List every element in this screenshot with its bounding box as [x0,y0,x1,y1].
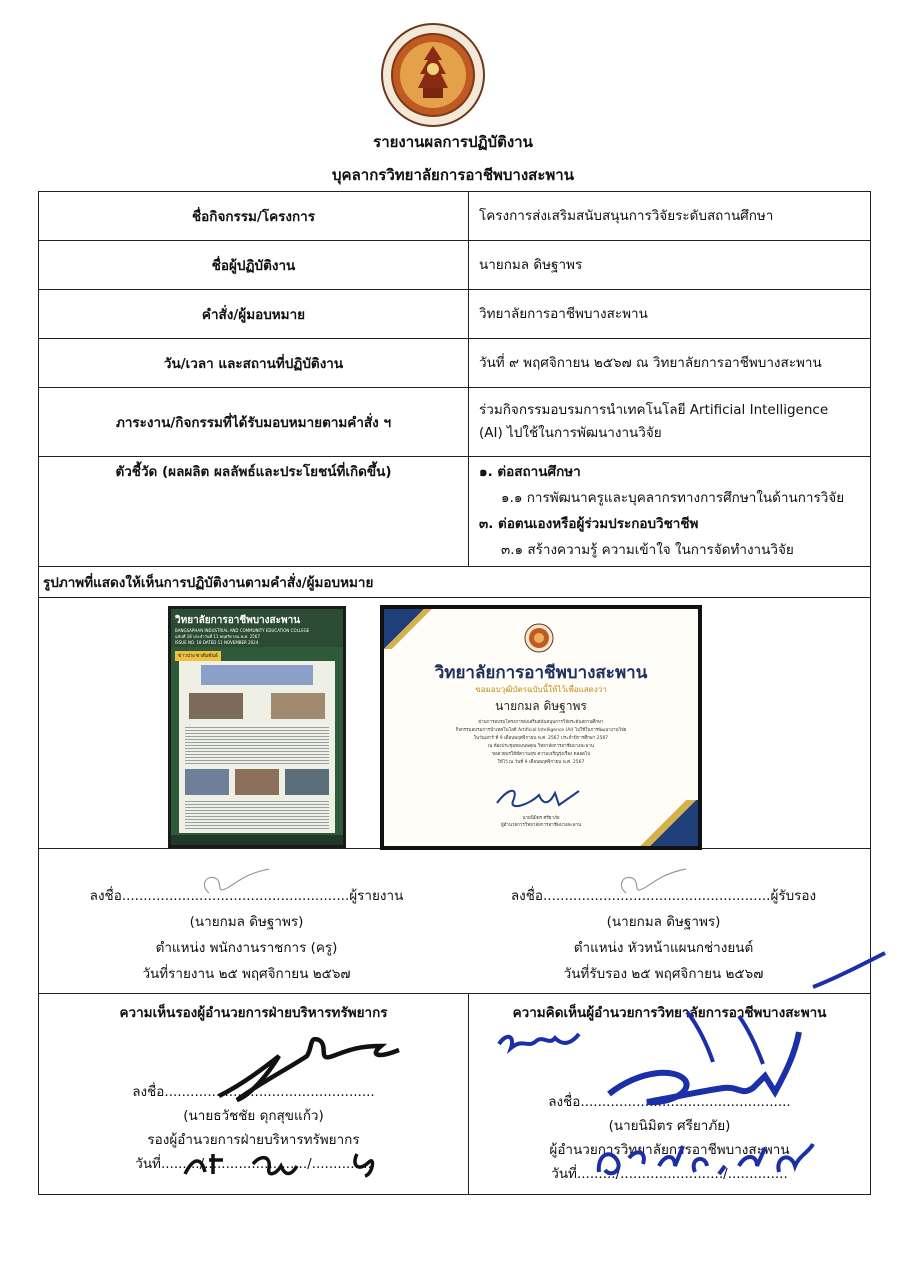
director-approval-handwriting [493,1024,583,1068]
report-subtitle: บุคลากรวิทยาลัยการอาชีพบางสะพาน [332,166,574,184]
table-row [39,849,871,994]
date-label: วันที่ [135,1156,161,1172]
row-value: วันที่ ๙ พฤศจิกายน ๒๕๖๗ ณ วิทยาลัยการอาชีพบางสะพาน [469,339,871,388]
certificate-line: ในวันเสาร์ ที่ 9 เดือนพฤศจิกายน พ.ศ. 2567 ประจำปีการศึกษา 2567 [473,736,609,741]
poster-tag: ข่าวประชาสัมพันธ์ [175,651,221,661]
certificate-signer-title: ผู้อำนวยการวิทยาลัยการอาชีพบางสะพาน [500,823,582,828]
sign-label: ลงชื่อ [132,1084,165,1100]
indicator-item: ๑.๑ การพัฒนาครูและบุคลากรทางการศึกษาในด้านการวิจัย [501,490,845,506]
certificate-name: นายกมล ดิษฐาพร [495,699,587,713]
reporter-name: (นายกมล ดิษฐาพร) [189,914,304,930]
row-label: วัน/เวลา และสถานที่ปฏิบัติงาน [39,339,469,388]
certificate-line: ขออวยพรให้มีความสุข ความเจริญรุ่งเรือง ตลอดไป [491,752,591,757]
indicator-item: ๓.๑ สร้างความรู้ ความเข้าใจ ในการจัดทำงานวิจัย [501,542,794,558]
indicator-heading: ๑. ต่อสถานศึกษา [479,464,581,480]
certificate-line: ให้ไว้ ณ วันที่ 9 เดือนพฤศจิกายน พ.ศ. 2567 [497,760,585,765]
row-value: วิทยาลัยการอาชีพบางสะพาน [469,290,871,339]
poster-date-th: ฉบับที่ 18 ประจำวันที่ 11 พฤศจิกายน พ.ศ. 2567 [175,634,260,639]
row-value [469,388,871,457]
indicator-heading: ๓. ต่อตนเองหรือผู้ร่วมประกอบวิชาชีพ [479,516,699,532]
poster-date-en: ISSUE NO. 18 DATED 11 NOVEMBER 2024 [175,640,259,645]
table-row [39,994,871,1195]
row-value: นายกมล ดิษฐาพร [469,241,871,290]
table-row [39,339,871,388]
certifier-position: ตำแหน่ง หัวหน้าแผนกช่างยนต์ [573,940,754,956]
certifier-signature-block: ลงชื่อ.....................................................ผู้รับรอง (นายกมล ดิษฐาพร) ตำแหน่ง หัวหน้าแผนกช่างยนต์ วันที่รับรอง ๒๕ พฤศจิกายน ๒๕๖๗ [456,883,871,987]
certifier-name: (นายกมล ดิษฐาพร) [606,914,721,930]
report-date: วันที่รายงาน ๒๕ พฤศจิกายน ๒๕๖๗ [142,966,351,982]
director-position: ผู้อำนวยการวิทยาลัยการอาชีพบางสะพาน [549,1142,790,1158]
director-opinion-cell: ความคิดเห็นผู้อำนวยการวิทยาลัยการอาชีพบางสะพาน ลงชื่อ................................................. (นายนิมิตร ศรียาภัย) ผู้อำนวยการวิทยาลัยการอาชีพบางสะพาน วันที่........./......................../.............. [469,994,871,1195]
photos-heading: รูปภาพที่แสดงให้เห็นการปฏิบัติงานตามคำสั่ง/ผู้มอบหมาย [39,567,871,598]
certificate-line: กิจกรรมอบรมการนำเทคโนโลยี Artificial Intelligence (AI) ไปใช้ในการพัฒนางานวิจัย [455,728,627,733]
table-row [39,388,871,457]
deputy-opinion-title: ความเห็นรองผู้อำนวยการฝ่ายบริหารทรัพยากร [119,1005,388,1021]
certificate-signature [489,781,589,815]
sign-label: ลงชื่อ [89,888,122,904]
table-row [39,241,871,290]
photos-cell [39,598,871,849]
value-line: ร่วมกิจกรรมอบรมการนำเทคโนโลยี Artificial Intelligence [479,402,829,418]
row-label: ชื่อกิจกรรม/โครงการ [39,192,469,241]
poster-subtitle: BANGSAPHAN INDUSTRIAL AND COMMUNITY EDUCATION COLLEGE [175,628,310,633]
signature-section [39,849,871,994]
row-label: ชื่อผู้ปฏิบัติงาน [39,241,469,290]
row-label: คำสั่ง/ผู้มอบหมาย [39,290,469,339]
report-table [38,191,871,1195]
director-name: (นายนิมิตร ศรียาภัย) [608,1118,731,1134]
date-label: วันที่ [551,1166,577,1182]
table-row [39,598,871,849]
table-row [39,567,871,598]
row-label: ตัวชี้วัด (ผลผลิต ผลลัพธ์และประโยชน์ที่เกิดขึ้น) [39,457,469,567]
table-row [39,192,871,241]
certificate-seal-icon [524,623,554,653]
indicators [469,457,871,567]
value-line: (AI) ไปใช้ในการพัฒนางานวิจัย [479,425,662,441]
certificate-subtitle: ขอมอบวุฒิบัตรฉบับนี้ให้ไว้เพื่อแสดงว่า [475,685,607,694]
sign-role: ผู้รายงาน [349,888,404,904]
deputy-opinion-cell: ความเห็นรองผู้อำนวยการฝ่ายบริหารทรัพยากร ลงชื่อ................................................. (นายธวัชชัย ดุกสุขแก้ว) รองผู้อำนวยการฝ่ายบริหารทรัพยากร วันที่........./......................../.............. [39,994,469,1195]
reporter-signature-block: ลงชื่อ.....................................................ผู้รายงาน (นายกมล ดิษฐาพร) ตำแหน่ง พนักงานราชการ (ครู) วันที่รายงาน ๒๕ พฤศจิกายน ๒๕๖๗ [39,883,454,987]
deputy-position: รองผู้อำนวยการฝ่ายบริหารทรัพยากร [147,1132,360,1148]
news-poster-image [168,606,346,848]
sign-label: ลงชื่อ [510,888,543,904]
deputy-name: (นายธวัชชัย ดุกสุขแก้ว) [183,1108,324,1124]
table-row [39,290,871,339]
certificate-college: วิทยาลัยการอาชีพบางสะพาน [434,663,648,683]
certificate-line: ผ่านการอบรมโครงการส่งเสริมสนับสนุนการวิจัยระดับสถานศึกษา [478,720,604,725]
sign-label: ลงชื่อ [548,1094,581,1110]
certificate-line: ณ ห้องประชุมทองนพคุณ วิทยาลัยการอาชีพบางสะพาน [488,744,594,749]
row-label: ภาระงาน/กิจกรรมที่ได้รับมอบหมายตามคำสั่ง ฯ [39,388,469,457]
certificate-image [380,605,702,850]
college-seal-logo [380,22,486,128]
certificate-signer: นายนิมิตร ศรียาภัย [522,816,560,821]
row-value: โครงการส่งเสริมสนับสนุนการวิจัยระดับสถานศึกษา [469,192,871,241]
reporter-position: ตำแหน่ง พนักงานราชการ (ครู) [155,940,338,956]
sign-role: ผู้รับรอง [770,888,817,904]
table-row [39,457,871,567]
report-title: รายงานผลการปฏิบัติงาน [373,133,533,151]
poster-title: วิทยาลัยการอาชีพบางสะพาน [175,615,301,626]
poster-body [179,661,335,833]
certify-date: วันที่รับรอง ๒๕ พฤศจิกายน ๒๕๖๗ [563,966,764,982]
director-opinion-title: ความคิดเห็นผู้อำนวยการวิทยาลัยการอาชีพบางสะพาน [512,1005,827,1021]
